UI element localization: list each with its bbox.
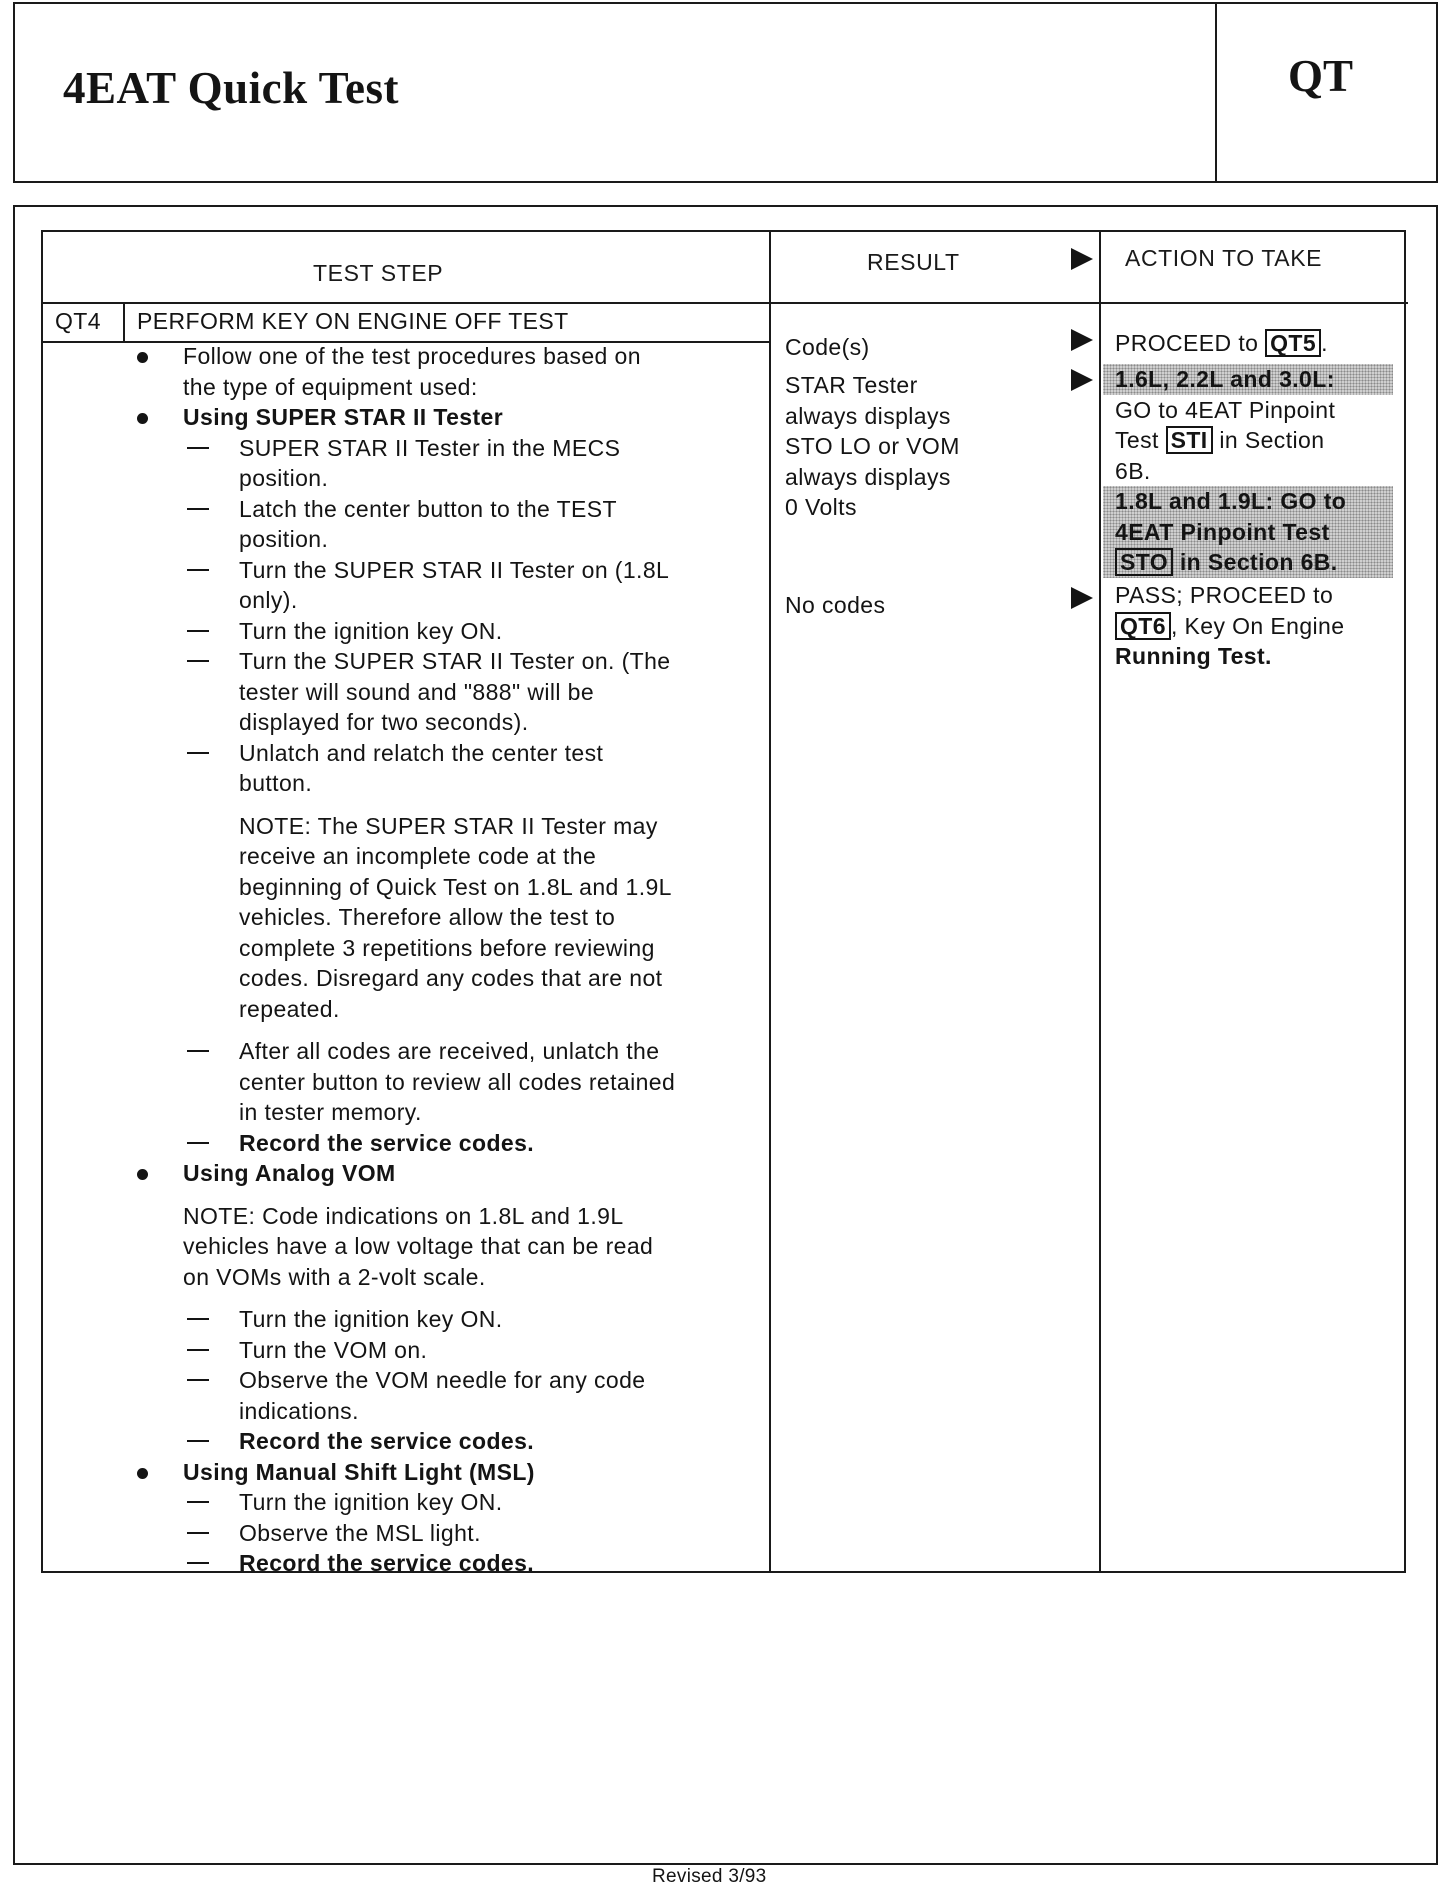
list-item: Using Manual Shift Light (MSL) (137, 1457, 757, 1488)
list-item: Record the service codes. (137, 1128, 757, 1159)
step-reference: QT6 (1115, 612, 1171, 640)
list-item: Using Analog VOM (137, 1158, 757, 1189)
shaded-condition: 1.6L, 2.2L and 3.0L: (1103, 364, 1393, 395)
action-pinpoint-sto: 1.8L and 1.9L: GO to 4EAT Pinpoint Test STO in Section 6B. (1103, 486, 1393, 578)
test-table (41, 230, 1406, 1576)
dash-icon (187, 660, 209, 662)
list-item: Turn the SUPER STAR II Tester on (1.8L only). (137, 555, 757, 616)
step-title: PERFORM KEY ON ENGINE OFF TEST (137, 308, 569, 334)
revision-date: Revised 3/93 (652, 1866, 767, 1887)
page-title: 4EAT Quick Test (63, 63, 399, 113)
dash-icon (187, 752, 209, 754)
column-header-test-step: TEST STEP (313, 260, 444, 286)
section-code: QT (1288, 51, 1354, 101)
step-reference: STI (1166, 426, 1213, 454)
list-item: Unlatch and relatch the center test button. (137, 738, 757, 799)
result-codes: Code(s) (785, 334, 870, 360)
result-no-codes: No codes (785, 592, 886, 618)
arrow-right-icon (1071, 587, 1093, 609)
dash-icon (187, 1379, 209, 1381)
action-pinpoint-sti: 1.6L, 2.2L and 3.0L: GO to 4EAT Pinpoint Test STI in Section 6B. (1103, 364, 1393, 486)
list-item: Record the service codes. (137, 1426, 757, 1457)
arrow-right-icon (1071, 248, 1093, 270)
list-item: Using SUPER STAR II Tester (137, 402, 757, 433)
arrow-right-icon (1071, 369, 1093, 391)
note-block: NOTE: The SUPER STAR II Tester may receive an incomplete code at the beginning of Quick Test on 1.8L and 1.9L vehicles. Therefore allow the test to complete 3 repetitions before reviewing codes. Disregard any codes that are not repeated. (239, 812, 672, 1022)
list-item: Observe the MSL light. (137, 1518, 757, 1549)
dash-icon (187, 1440, 209, 1442)
list-item: Turn the SUPER STAR II Tester on. (The tester will sound and "888" will be displayed for two seconds). (137, 646, 757, 738)
dash-icon (187, 508, 209, 510)
dash-icon (187, 1349, 209, 1351)
bullet-icon (137, 1169, 148, 1180)
list-item: Turn the ignition key ON. (137, 616, 757, 647)
column-header-result: RESULT (867, 249, 960, 275)
bullet-icon (137, 413, 148, 424)
step-id-divider (123, 302, 125, 341)
dash-icon (187, 1142, 209, 1144)
list-item: Follow one of the test procedures based on the type of equipment used: (137, 341, 757, 402)
arrow-right-icon (1071, 329, 1093, 351)
list-item: Turn the ignition key ON. (137, 1487, 757, 1518)
header-divider (1215, 4, 1217, 181)
list-item: Record the service codes. (137, 1548, 757, 1579)
dash-icon (187, 1532, 209, 1534)
dash-icon (187, 1318, 209, 1320)
action-proceed-qt6: PASS; PROCEED to QT6 , Key On Engine Running Test. (1115, 582, 1345, 669)
dash-icon (187, 1050, 209, 1052)
page-header (13, 2, 1438, 183)
list-item: Turn the ignition key ON. (137, 1304, 757, 1335)
list-item: After all codes are received, unlatch the center button to review all codes retained in tester memory. (137, 1036, 757, 1128)
dash-icon (187, 1501, 209, 1503)
dash-icon (187, 569, 209, 571)
note-block: NOTE: Code indications on 1.8L and 1.9L vehicles have a low voltage that can be read on VOMs with a 2-volt scale. (183, 1202, 654, 1290)
step-reference: QT5 (1265, 329, 1321, 357)
header-rule (43, 302, 1408, 304)
result-star-tester: STAR Tester always displays STO LO or VOM always displays 0 Volts (785, 372, 960, 520)
dash-icon (187, 630, 209, 632)
step-reference: STO (1115, 548, 1173, 576)
list-item: Observe the VOM needle for any code indications. (137, 1365, 757, 1426)
dash-icon (187, 1562, 209, 1564)
bullet-icon (137, 352, 148, 363)
action-proceed-qt5: PROCEED to QT5 . (1115, 330, 1328, 356)
step-id: QT4 (55, 308, 101, 334)
dash-icon (187, 447, 209, 449)
column-divider (1099, 232, 1101, 1571)
column-header-action: ACTION TO TAKE (1125, 245, 1323, 271)
column-divider (769, 232, 771, 1571)
bullet-icon (137, 1468, 148, 1479)
step-instructions (137, 341, 757, 1579)
list-item: Latch the center button to the TEST position. (137, 494, 757, 555)
list-item: Turn the VOM on. (137, 1335, 757, 1366)
list-item: SUPER STAR II Tester in the MECS position. (137, 433, 757, 494)
